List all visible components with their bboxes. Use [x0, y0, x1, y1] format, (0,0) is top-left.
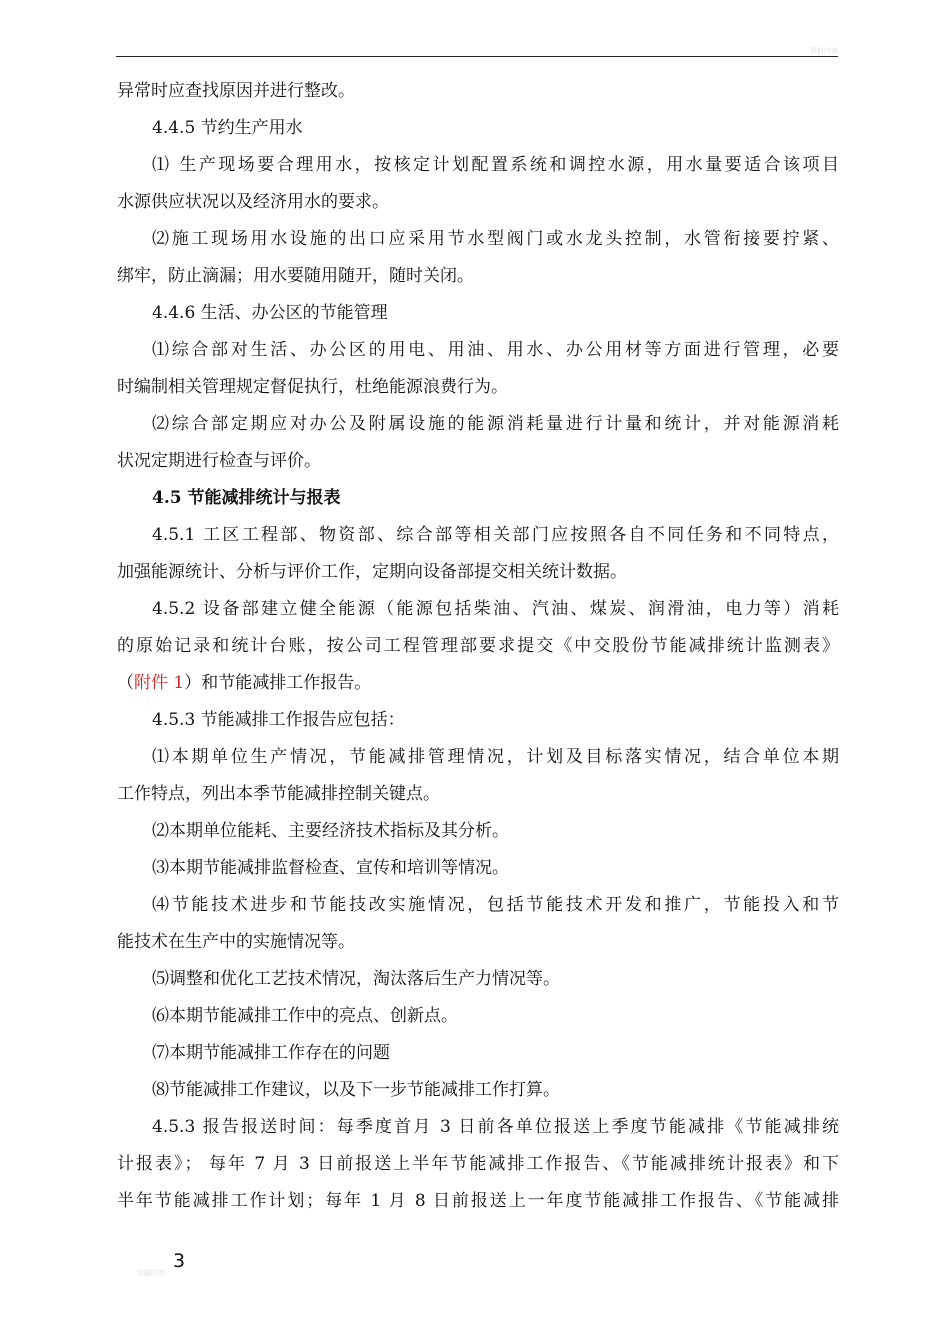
- text-line: 水源供应状况以及经济用水的要求。: [117, 192, 389, 212]
- text-line: ⑴本期单位生产情况，节能减排管理情况，计划及目标落实情况，结合单位本期: [152, 747, 839, 767]
- subsection-heading: 4.4.5 节约生产用水: [152, 118, 303, 138]
- text-line: 4.5.1 工区工程部、物资部、综合部等相关部门应按照各自不同任务和不同特点，: [152, 525, 839, 545]
- text-line: ⑵施工现场用水设施的出口应采用节水型阀门或水龙头控制，水管衔接要拧紧、: [152, 229, 839, 249]
- text-line: ⑴ 生产现场要合理用水，按核定计划配置系统和调控水源，用水量要适合该项目: [152, 155, 839, 175]
- text-line: ⑺本期节能减排工作存在的问题: [152, 1043, 390, 1063]
- text-line: ⑴综合部对生活、办公区的用电、用油、用水、办公用材等方面进行管理，必要: [152, 340, 839, 360]
- open-paren: （: [117, 673, 134, 693]
- text-line: ⑶本期节能减排监督检查、宣传和培训等情况。: [152, 858, 509, 878]
- text-line: 4.5.3 报告报送时间：每季度首月 3 日前各单位报送上季度节能减排《节能减排统: [152, 1117, 839, 1137]
- text-line: 4.5.2 设备部建立健全能源（能源包括柴油、汽油、煤炭、润滑油，电力等）消耗: [152, 599, 839, 619]
- text-line: 工作特点，列出本季节能减排控制关键点。: [117, 784, 440, 804]
- text-line: 的原始记录和统计台账，按公司工程管理部要求提交《中交股份节能减排统计监测表》: [117, 636, 839, 656]
- text-line: ⑸调整和优化工艺技术情况，淘汰落后生产力情况等。: [152, 969, 560, 989]
- text-line: 能技术在生产中的实施情况等。: [117, 932, 355, 952]
- subsection-heading: 4.4.6 生活、办公区的节能管理: [152, 303, 388, 323]
- text-line: ⑵本期单位能耗、主要经济技术指标及其分析。: [152, 821, 509, 841]
- document-body: [117, 73, 839, 1220]
- text-rest: ）和节能减排工作报告。: [184, 673, 372, 693]
- text-line: 异常时应查找原因并进行整改。: [117, 81, 355, 101]
- header-rule: [116, 56, 838, 57]
- text-line: 绑牢，防止滴漏；用水要随用随开，随时关闭。: [117, 266, 474, 286]
- text-line: 时编制相关管理规定督促执行，杜绝能源浪费行为。: [117, 377, 508, 397]
- text-line-with-attachment: [117, 665, 839, 702]
- text-line: ⑵综合部定期应对办公及附属设施的能源消耗量进行计量和统计，并对能源消耗: [152, 414, 839, 434]
- footer-watermark: 页脚内容: [137, 1269, 165, 1277]
- page-number: 3: [173, 1250, 186, 1272]
- subsection-heading: 4.5.3 节能减排工作报告应包括：: [152, 710, 405, 730]
- text-line: 状况定期进行检查与评价。: [117, 451, 321, 471]
- text-line: ⑷节能技术进步和节能技改实施情况，包括节能技术开发和推广，节能投入和节: [152, 895, 839, 915]
- text-line: ⑻节能减排工作建议，以及下一步节能减排工作打算。: [152, 1080, 560, 1100]
- text-line: ⑹本期节能减排工作中的亮点、创新点。: [152, 1006, 458, 1026]
- attachment-link[interactable]: 附件 1: [134, 673, 185, 693]
- text-line: 计报表》； 每年 7 月 3 日前报送上半年节能减排工作报告、《节能减排统计报表》和下: [117, 1154, 839, 1174]
- section-heading: 4.5 节能减排统计与报表: [152, 488, 341, 508]
- text-line: 半年节能减排工作计划；每年 1 月 8 日前报送上一年度节能减排工作报告、《节能减排: [117, 1191, 839, 1211]
- header-watermark: 资料内容: [810, 47, 838, 55]
- text-line: 加强能源统计、分析与评价工作，定期向设备部提交相关统计数据。: [117, 562, 627, 582]
